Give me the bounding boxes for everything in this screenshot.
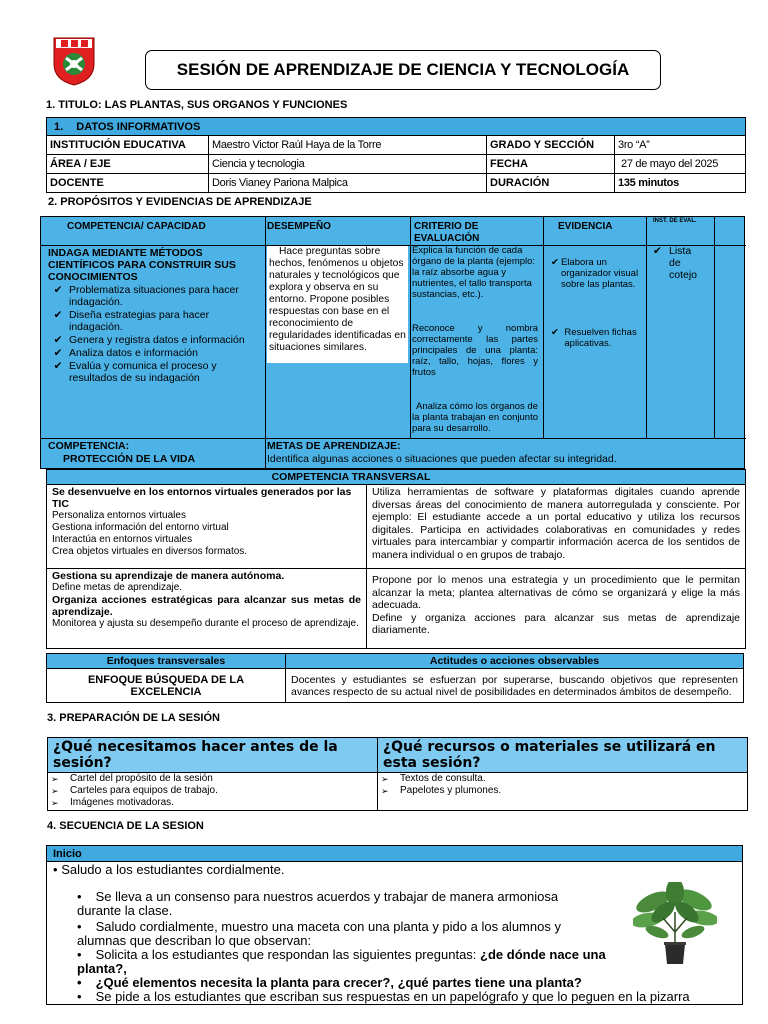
- capacidad-item: ✔ Genera y registra datos e información: [69, 334, 263, 346]
- check-icon: [47, 347, 69, 359]
- value-docente: Doris Vianey Pariona Malpica: [209, 174, 487, 193]
- school-logo: [52, 34, 96, 86]
- preparacion-table: [47, 737, 748, 811]
- section-4-heading: 4. SECUENCIA DE LA SESION: [47, 820, 204, 832]
- autonomo-line: Define metas de aprendizaje.: [52, 582, 183, 593]
- capacidad-item: ✔ Evalúa y comunica el proceso y resultados de su indagación: [69, 360, 263, 384]
- transversal-table: [46, 469, 746, 649]
- header-criterio: CRITERIO DE EVALUACIÓN: [414, 221, 480, 244]
- seq-item-2: • Se lleva a un consenso para nuestros acuerdos y trabajar de manera armoniosa durante la clase.: [77, 889, 559, 918]
- inicio-header: Inicio: [47, 846, 742, 862]
- secuencia-box: [46, 845, 743, 1005]
- label-grado: GRADO Y SECCIÓN: [487, 136, 615, 155]
- antes-item: ➢ Imágenes motivadoras.: [48, 797, 377, 809]
- bullet-icon: •: [77, 947, 82, 962]
- autonomo-title: Gestiona su aprendizaje de manera autónoma.: [52, 570, 285, 582]
- autonomo-line: Monitorea y ajusta su desempeño durante el proceso de aprendizaje.: [52, 618, 359, 629]
- label-fecha: FECHA: [487, 155, 615, 174]
- enfoque-value: ENFOQUE BÚSQUEDA DE LA EXCELENCIA: [47, 669, 286, 703]
- tic-item: Personaliza entornos virtuales: [52, 510, 186, 521]
- tic-item: Crea objetos virtuales en diversos formatos.: [52, 546, 248, 557]
- autonomo-description: Propone por lo menos una estrategia y un procedimiento que le permitan alcanzar la meta; plantea alternativas de cómo se organizará y elige la más adecuada. Define y organiza acciones para alcanzar sus metas de aprendizaje diariamente.: [367, 569, 746, 649]
- value-institucion: Maestro Victor Raúl Haya de la Torre: [209, 136, 487, 155]
- value-area: Ciencia y tecnologia: [209, 155, 487, 174]
- label-area: ÁREA / EJE: [47, 155, 209, 174]
- antes-list: [48, 773, 378, 811]
- criterio-1: Explica la función de cada órgano de la planta (ejemplo: la raíz absorbe agua y nutrientes, el tallo transporta sustancias, etc.).: [412, 245, 536, 300]
- seq-item-6: • Se pide a los estudiantes que escriban sus respuestas en un papelógrafo y que lo peguen en la pizarra: [77, 989, 690, 1004]
- tic-title: Se desenvuelve en los entornos virtuales generados por las TIC: [52, 486, 352, 510]
- actitudes-header: Actitudes o acciones observables: [286, 654, 744, 669]
- seq-item-3: • Saludo cordialmente, muestro una maceta con una planta y pido a los alumnos y alumnas que describan lo que observan:: [77, 919, 561, 948]
- header-evidencia: EVIDENCIA: [558, 221, 613, 232]
- competencia2-label: COMPETENCIA:: [48, 440, 130, 452]
- check-icon: [47, 360, 69, 384]
- page-title: SESIÓN DE APRENDIZAJE DE CIENCIA Y TECNOLOGÍA: [145, 50, 661, 90]
- value-grado: 3ro “A”: [615, 136, 746, 155]
- autonomo-title-2: Organiza acciones estratégicas para alcanzar sus metas de aprendizaje.: [52, 594, 361, 618]
- check-icon: [47, 334, 69, 346]
- seq-item-5: • ¿Qué elementos necesita la planta para crecer?, ¿qué partes tiene una planta?: [77, 975, 582, 990]
- tic-item: Interactúa en entornos virtuales: [52, 534, 193, 545]
- check-icon: ✔: [551, 257, 559, 268]
- criterio-2: Reconoce y nombra correctamente las partes principales de una planta: raíz, tallo, hojas, flores y frutos: [412, 323, 538, 378]
- recurso-item: ➢ Textos de consulta.: [378, 773, 747, 785]
- info-table: [46, 117, 746, 193]
- label-institucion: INSTITUCIÓN EDUCATIVA: [47, 136, 209, 155]
- recurso-item: ➢ Papelotes y plumones.: [378, 785, 747, 797]
- bullet-icon: •: [53, 862, 58, 877]
- enfoques-header: Enfoques transversales: [47, 654, 286, 669]
- transversal-title: COMPETENCIA TRANSVERSAL: [47, 470, 746, 485]
- header-instrumento: INST. DE EVAL.: [653, 218, 697, 224]
- header-desempeno: DESEMPEÑO: [267, 221, 331, 232]
- check-icon: [47, 284, 69, 308]
- tic-item: Gestiona información del entorno virtual: [52, 522, 229, 533]
- evidencia-1: ✔ Elabora un organizador visual sobre las plantas.: [551, 257, 639, 290]
- value-fecha: 27 de mayo del 2025: [615, 155, 746, 174]
- check-icon: ✔: [551, 327, 559, 338]
- seq-item-1: • Saludo a los estudiantes cordialmente.: [53, 862, 285, 877]
- seq-item-4: • Solicita a los estudiantes que respondan las siguientes preguntas: ¿de dónde nace una planta?,: [77, 947, 606, 976]
- capacidad-item: ✔ Problematiza situaciones para hacer indagación.: [69, 284, 263, 308]
- competencia2-value: PROTECCIÓN DE LA VIDA: [63, 453, 196, 465]
- label-docente: DOCENTE: [47, 174, 209, 193]
- plant-image: [633, 882, 717, 966]
- value-duracion: 135 minutos: [615, 174, 746, 193]
- competencias-table: [40, 216, 745, 469]
- bullet-icon: •: [77, 975, 82, 990]
- autonomo-cell: [47, 569, 367, 649]
- tic-description: Utiliza herramientas de software y plataformas digitales cuando aprende diversas áreas del conocimiento de manera autorregulada y consciente. Por ejemplo: El estudiante accede a un portal educativo y utiliza los recursos digitales. Participa en actividades colaborativas en comunidades y redes virtuales para intercambiar y compartir información acerca de los sentidos de manera individual o en grupos de trabajo.: [367, 485, 746, 569]
- preparacion-q1: ¿Qué necesitamos hacer antes de la sesión?: [48, 738, 378, 773]
- evidencia-2: ✔ Resuelven fichas aplicativas.: [551, 327, 637, 349]
- check-icon: ✔: [653, 245, 662, 257]
- competencia-title: INDAGA MEDIANTE MÉTODOS CIENTÍFICOS PARA CONSTRUIR SUS CONOCIMIENTOS: [48, 247, 236, 283]
- label-duracion: DURACIÓN: [487, 174, 615, 193]
- bullet-icon: •: [77, 919, 82, 934]
- antes-item: ➢ Cartel del propósito de la sesión: [48, 773, 377, 785]
- section-2-heading: 2. PROPÓSITOS Y EVIDENCIAS DE APRENDIZAJE: [48, 196, 312, 208]
- capacidad-item: ✔ Analiza datos e información: [69, 347, 263, 359]
- section-1-heading: 1. TITULO: LAS PLANTAS, SUS ORGANOS Y FUNCIONES: [46, 99, 348, 111]
- bullet-icon: •: [77, 989, 82, 1004]
- metas-value: Identifica algunas acciones o situaciones que pueden afectar su integridad.: [267, 453, 617, 465]
- enfoques-table: [46, 653, 744, 703]
- recursos-list: [378, 773, 748, 811]
- capacidades-list: [69, 284, 263, 384]
- header-competencia: COMPETENCIA/ CAPACIDAD: [67, 221, 206, 232]
- info-table-title: 1. DATOS INFORMATIVOS: [47, 118, 746, 136]
- section-3-heading: 3. PREPARACIÓN DE LA SESIÓN: [47, 712, 220, 724]
- instrumento: ✔ Lista de cotejo: [653, 245, 698, 281]
- antes-item: ➢ Carteles para equipos de trabajo.: [48, 785, 377, 797]
- preparacion-q2: ¿Qué recursos o materiales se utilizará en esta sesión?: [378, 738, 748, 773]
- criterio-3: Analiza cómo los órganos de la planta trabajan en conjunto para su desarrollo.: [412, 401, 538, 434]
- metas-label: METAS DE APRENDIZAJE:: [267, 440, 401, 452]
- tic-cell: [47, 485, 367, 569]
- capacidad-item: ✔ Diseña estrategias para hacer indagación.: [69, 309, 263, 333]
- desempeno-text: Hace preguntas sobre hechos, fenómenos u objetos naturales y tecnológicos que explora y observa en su entorno. Propone posibles respuestas con base en el reconocimiento de regularidades identificadas en situaciones similares.: [267, 246, 408, 363]
- check-icon: [47, 309, 69, 333]
- actitud-value: Docentes y estudiantes se esfuerzan por superarse, buscando objetivos que representen avances respecto de su actual nivel de posibilidades en determinados ámbitos de desempeño.: [286, 669, 744, 703]
- bullet-icon: •: [77, 889, 82, 904]
